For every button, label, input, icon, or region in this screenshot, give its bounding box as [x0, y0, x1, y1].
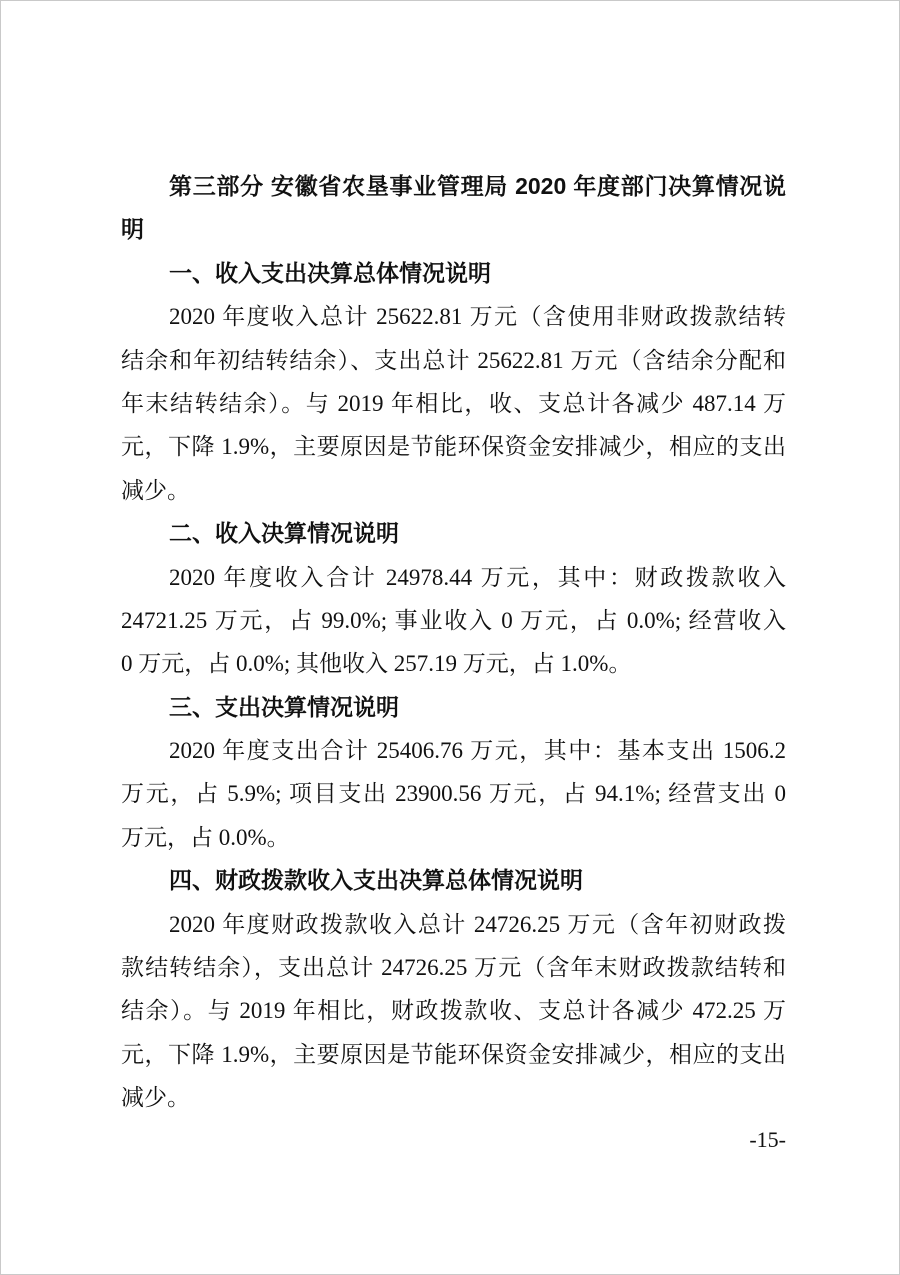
paragraph-line: 减少。	[121, 477, 190, 503]
paragraph-line: 年末结转结余）。与 2019 年相比，收、支总计各减少 487.14 万	[121, 390, 786, 416]
paragraph-line: 2020 年度收入总计 25622.81 万元（含使用非财政拨款结转	[169, 304, 786, 330]
paragraph-line: 结余和年初结转结余）、支出总计 25622.81 万元（含结余分配和	[121, 347, 786, 373]
document-lines	[121, 165, 786, 1120]
paragraph-line: 元，下降 1.9%，主要原因是节能环保资金安排减少，相应的支出	[121, 1041, 786, 1067]
paragraph-line: 元，下降 1.9%，主要原因是节能环保资金安排减少，相应的支出	[121, 434, 786, 460]
document-title-line: 第三部分 安徽省农垦事业管理局 2020 年度部门决算情况说	[169, 173, 786, 199]
paragraph-line: 0 万元，占 0.0%; 其他收入 257.19 万元，占 1.0%。	[121, 651, 632, 677]
section-heading: 三、支出决算情况说明	[169, 693, 399, 720]
paragraph-line: 减少。	[121, 1085, 190, 1111]
paragraph-line: 结余）。与 2019 年相比，财政拨款收、支总计各减少 472.25 万	[121, 998, 786, 1024]
paragraph-line: 款结转结余），支出总计 24726.25 万元（含年末财政拨款结转和	[121, 955, 786, 981]
paragraph-line: 万元，占 5.9%; 项目支出 23900.56 万元，占 94.1%; 经营支出 0	[121, 781, 786, 807]
paragraph-line: 24721.25 万元，占 99.0%; 事业收入 0 万元，占 0.0%; 经营收入	[121, 607, 786, 633]
document-title-line: 明	[121, 216, 144, 243]
page-number: -15-	[749, 1127, 786, 1152]
paragraph-line: 2020 年度财政拨款收入总计 24726.25 万元（含年初财政拨	[169, 911, 786, 937]
paragraph-line: 2020 年度收入合计 24978.44 万元，其中：财政拨款收入	[169, 564, 786, 590]
section-heading: 四、财政拨款收入支出决算总体情况说明	[169, 867, 583, 894]
paragraph-line: 2020 年度支出合计 25406.76 万元，其中：基本支出 1506.2	[169, 738, 786, 764]
section-heading: 一、收入支出决算总体情况说明	[169, 259, 491, 286]
section-heading: 二、收入决算情况说明	[169, 520, 399, 547]
paragraph-line: 万元，占 0.0%。	[121, 824, 290, 850]
